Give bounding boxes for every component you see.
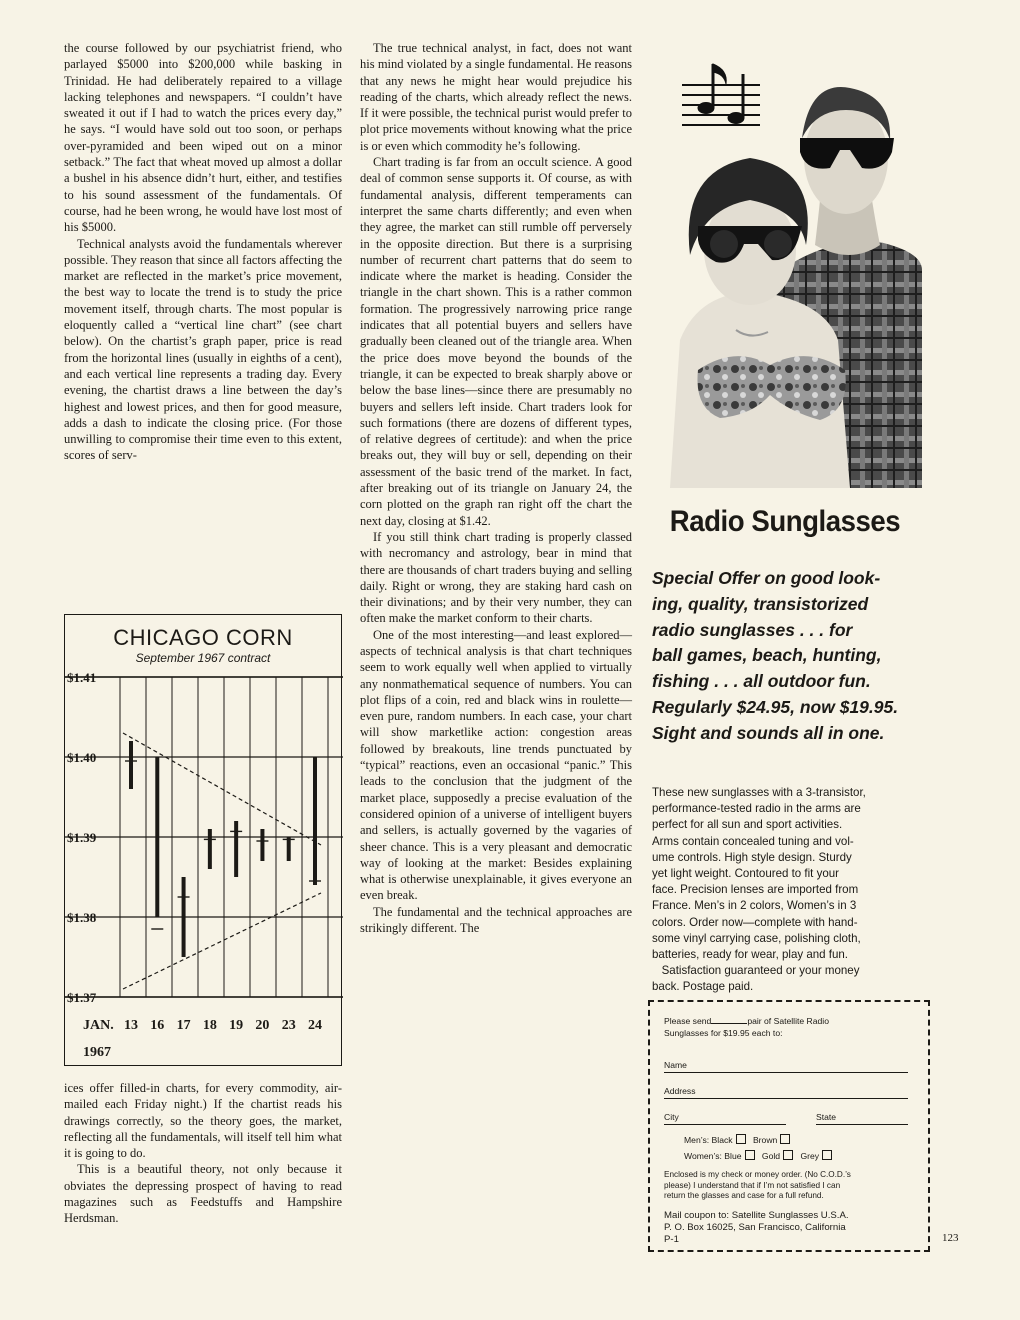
y-tick-label: $1.40 [67, 750, 97, 765]
gold-checkbox[interactable] [783, 1150, 793, 1160]
body-line: ume controls. High style design. Sturdy [652, 849, 852, 864]
article-column-1-bottom [64, 1080, 342, 1227]
paragraph: The true technical analyst, in fact, does not want his mind violated by a single fundamental. He reasons that any news he might hear would prejudice his reading of the charts, which already reflect the news. If it were possible, the technical purist would prefer to plot price movements without knowing what the price is or even which commodity he’s following. [360, 41, 632, 153]
black-checkbox[interactable] [736, 1134, 746, 1144]
ad-title: Radio Sunglasses [669, 505, 901, 538]
guarantee-line: Satisfaction guaranteed or your money [661, 963, 860, 978]
paragraph: If you still think chart trading is properly classed with necromancy and astrology, bear in mind that there are thousands of chart traders buying and selling daily. Right or wrong, they are staking hard cash on their divinations; and by their very number, they can often make the market conform to their charts. [360, 529, 632, 626]
offer-line: Regularly $24.95, now $19.95. [652, 696, 899, 717]
coupon-please-send: Please send [664, 1016, 712, 1026]
option-grey-label: Grey [800, 1151, 820, 1161]
body-line: some vinyl carrying case, polishing cloth, [652, 930, 861, 945]
coupon-price-line: Sunglasses for $19.95 each to: [664, 1028, 783, 1038]
chart-plot [65, 615, 343, 1067]
y-tick-label: $1.37 [67, 990, 97, 1005]
name-label: Name [664, 1060, 687, 1070]
city-label: City [664, 1112, 679, 1122]
offer-line: ball games, beach, hunting, [652, 645, 882, 666]
mens-label: Men’s: [684, 1135, 710, 1145]
state-field[interactable] [816, 1112, 908, 1125]
option-black-label: Black [711, 1135, 733, 1145]
brown-checkbox[interactable] [780, 1134, 790, 1144]
y-tick-label: $1.39 [67, 830, 97, 845]
ad-special-offer [652, 566, 924, 747]
offer-line: fishing . . . all outdoor fun. [652, 671, 871, 692]
mail-line: Mail coupon to: Satellite Sunglasses U.S.A. [664, 1210, 849, 1221]
blue-checkbox[interactable] [745, 1150, 755, 1160]
offer-line: ing, quality, transistorized [652, 593, 869, 614]
coupon-refund-note [664, 1170, 914, 1202]
paragraph: This is a beautiful theory, not only because it obviates the depressing prospect of having to read magazines such as Feedstuffs and Hampshire Herdsman. [64, 1162, 342, 1226]
grey-checkbox[interactable] [822, 1150, 832, 1160]
mail-line: P-1 [664, 1233, 679, 1245]
womens-options [684, 1150, 914, 1163]
order-coupon [648, 1000, 930, 1252]
note-line: return the glasses and case for a full refund. [664, 1191, 824, 1201]
x-tick-label: 19 [229, 1018, 244, 1033]
chart-title: CHICAGO CORN [113, 625, 293, 650]
guarantee-line: back. Postage paid. [652, 979, 754, 994]
mens-options [684, 1134, 914, 1147]
trend-line [123, 893, 321, 989]
trend-line [123, 733, 321, 845]
ad-body-copy [652, 784, 900, 995]
paragraph: ices offer filled-in charts, for every commodity, air-mailed each Friday night.) If the chartist reads his drawings correctly, so the theory goes, the market, reflecting all the fundamentals, will itself tell him what it is going to do. [64, 1081, 342, 1161]
offer-line: radio sunglasses . . . for [652, 619, 853, 640]
sunglasses-couple-photo [640, 40, 922, 488]
name-field[interactable] [664, 1060, 908, 1073]
x-tick-label: 23 [281, 1018, 296, 1033]
option-brown-label: Brown [752, 1135, 778, 1145]
city-field[interactable] [664, 1112, 786, 1125]
body-line: yet light weight. Contoured to fit your [652, 866, 839, 881]
x-axis-prefix: JAN. [83, 1018, 114, 1033]
note-line: Enclosed is my check or money order. (No C.O.D.’s [664, 1170, 851, 1179]
womens-label: Women’s: [684, 1151, 722, 1161]
option-blue-label: Blue [724, 1151, 742, 1161]
coupon-mail-address [664, 1210, 914, 1245]
body-line: perfect for all sun and sport activities. [652, 817, 843, 832]
option-gold-label: Gold [761, 1151, 781, 1161]
paragraph: The fundamental and the technical approaches are strikingly different. The [360, 904, 632, 936]
x-tick-label: 16 [150, 1018, 165, 1033]
y-tick-label: $1.41 [67, 670, 97, 685]
state-label: State [816, 1112, 837, 1122]
paragraph: the course followed by our psychiatrist friend, who parlayed $5000 into $200,000 while basking in Trinidad. He had deliberately repaired to a village lacking telephones and newspapers. “I couldn’t have sweated it out if I had to watch the prices every day,” he says. “I would have sold out too soon, or perhaps over-pyramided and been wiped out on a minor setback.” The fact that wheat moved up almost a dollar a bushel in his absence didn’t hurt, either, and testifies to his sound assessment of the fundamentals. Of course, had he been wrong, he would have lost most of his $5000. [64, 41, 342, 235]
body-line: France. Men’s in 2 colors, Women’s in 3 [652, 898, 857, 913]
paragraph: One of the most interesting—and least explored—aspects of technical analysis is that chart techniques seem to work equally well when applied to virtually any nonmathematical sequence of numbers. You can plot flips of a coin, red and black wins in roulette—even pure, random numbers. In each case, your chart will show marketlike action: congestion areas followed by breakouts, line trends punctuated by “typical” reactions, even an occasional “panic.” This leads to the conclusion that the judgment of the market place, supposedly a precise evaluation of the considered opinion of a universe of intelligent buyers and sellers, is actually governed by the vagaries of sheer chance. This is a very pleasant and democratic way of looking at the market: Besides explaining what is otherwise unexplainable, it gives everyone an even break. [360, 627, 632, 903]
paragraph: Technical analysts avoid the fundamentals wherever possible. They reason that since all factors affecting the market are reflected in the market’s price movement, the best way to locate the trend is to study the price movement itself, through charts. The most popular is eloquently called a “vertical line chart” (see chart below). On the chartist’s graph paper, price is read from the horizontal lines (usually in eighths of a cent), and each vertical line represents a trading day. Every evening, the chartist draws a line between the day’s highest and lowest prices, and then for good measure, adds a dash to indicate the closing price. (For those unwilling to compromise their time even to this extent, scores of serv- [64, 236, 342, 463]
body-line: Arms contain concealed tuning and vol- [652, 833, 854, 848]
mail-line: P. O. Box 16025, San Francisco, California [664, 1221, 846, 1233]
body-line: batteries, ready for wear, play and fun. [652, 947, 848, 962]
x-tick-label: 13 [124, 1018, 138, 1033]
chart-subtitle: September 1967 contract [135, 651, 271, 665]
body-line: performance-tested radio in the arms are [652, 801, 861, 816]
body-line: These new sunglasses with a 3-transistor, [652, 785, 866, 799]
chicago-corn-chart [64, 614, 342, 1066]
offer-line: Special Offer on good look- [652, 568, 881, 588]
body-line: colors. Order now—complete with hand- [652, 914, 858, 929]
address-label: Address [664, 1086, 696, 1096]
x-tick-label: 24 [308, 1018, 322, 1033]
x-tick-label: 18 [202, 1018, 217, 1033]
x-tick-label: 17 [176, 1018, 191, 1033]
address-field[interactable] [664, 1086, 908, 1099]
article-column-2 [360, 40, 632, 936]
x-tick-label: 20 [255, 1018, 270, 1033]
coupon-pair-label: pair of Satellite Radio [747, 1016, 829, 1026]
quantity-blank[interactable] [711, 1023, 747, 1024]
coupon-order-line [664, 1016, 914, 1028]
y-tick-label: $1.38 [67, 910, 97, 925]
chart-year-label: 1967 [83, 1045, 111, 1060]
body-line: face. Precision lenses are imported from [652, 882, 859, 897]
offer-line: Sight and sounds all in one. [652, 722, 885, 743]
article-column-1-top [64, 40, 342, 464]
page-number: 123 [942, 1232, 959, 1244]
paragraph: Chart trading is far from an occult science. A good deal of common sense supports it. Of course, as with fundamental analysis, different temperaments can interpret the same charts differently; and even when they agree, the market can still rumble off perversely in the opposite direction. But there is a surprising number of recurrent chart patterns that do seem to indicate where the market is heading. Consider the triangle in the chart shown. This is a rather common formation. The progressively narrowing price range indicates that all potential buyers and sellers have gradually been cleaned out of the triangle area. When the price does move beyond the bounds of the triangle, it can be expected to break sharply above or below the base lines—since there are presumably no buyers and sellers left inside. Chart traders look for such formations (there are dozens of different types, of relative degrees of certitude): and when the price breaks out, they will buy or sell, depending on their assessment of the basic trend of the market. In fact, after breaking out of its triangle on January 24, the corn plotted on the graph ran right off the chart the next day, closing at $1.42. [360, 155, 632, 528]
note-line: please) I understand that if I’m not satisfied I can [664, 1180, 841, 1190]
